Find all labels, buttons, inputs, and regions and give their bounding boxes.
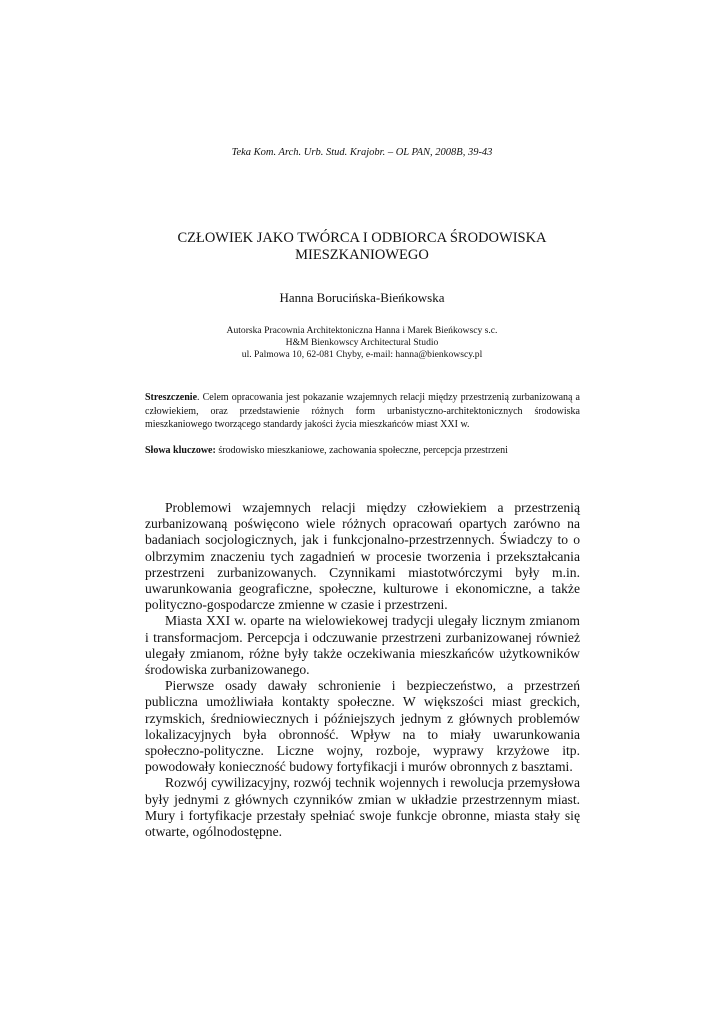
journal-citation: Teka Kom. Arch. Urb. Stud. Krajobr. – OL PAN, 2008B, 39-43 bbox=[231, 147, 493, 158]
title-line-2: MIESZKANIOWEGO bbox=[295, 247, 429, 263]
affiliation-line: H&M Bienkowscy Architectural Studio bbox=[285, 337, 439, 348]
body-paragraph: Rozwój cywilizacyjny, rozwój technik wojennych i rewolucja przemysłowa były jednymi z głównych czynników zmian w układzie przestrzennym miast. Mury i fortyfikacje przestały spełniać swoje funkcje obronne, miasta stały się otwarte, ogólnodostępne. bbox=[145, 775, 580, 840]
author-affiliation bbox=[0, 325, 724, 361]
keywords-text: środowisko mieszkaniowe, zachowania społeczne, percepcja przestrzeni bbox=[215, 445, 508, 456]
author-name: Hanna Borucińska-Bieńkowska bbox=[279, 290, 445, 305]
body-paragraph: Miasta XXI w. oparte na wielowiekowej tradycji ulegały licznym zmianom i transformacjom. Percepcja i odczuwanie przestrzeni zurbanizowanej również ulegały zmianom, różne były także oczekiwania mieszkańców użytkowników środowiska zurbanizowanego. bbox=[145, 613, 580, 678]
abstract-text: . Celem opracowania jest pokazanie wzajemnych relacji między przestrzenią zurbanizowaną a człowiekiem, oraz przedstawienie różnych form urbanistyczno-architektonicznych środowiska mieszkaniowego tworzącego standardy jakości życia mieszkańców miast XXI w. bbox=[145, 392, 580, 430]
keywords-label: Słowa kluczowe: bbox=[145, 445, 216, 456]
abstract bbox=[145, 391, 580, 432]
body-paragraph: Pierwsze osady dawały schronienie i bezpieczeństwo, a przestrzeń publiczna umożliwiała kontakty społeczne. W większości miast greckich, rzymskich, średniowiecznych i późniejszych jednym z głównych problemów lokalizacyjnych była obronność. Wpływ na to miały uwarunkowania społeczno-polityczne. Liczne wojny, rozboje, wyprawy krzyżowe itp. powodowały konieczność budowy fortyfikacji i murów obronnych z basztami. bbox=[145, 678, 580, 775]
abstract-label: Streszczenie bbox=[145, 392, 198, 403]
paper-title bbox=[100, 230, 624, 264]
keywords bbox=[145, 444, 580, 458]
title-line-1: CZŁOWIEK JAKO TWÓRCA I ODBIORCA ŚRODOWISKA bbox=[177, 230, 547, 246]
body-text bbox=[145, 500, 580, 840]
affiliation-line: Autorska Pracownia Architektoniczna Hanna i Marek Bieńkowscy s.c. bbox=[226, 325, 498, 336]
affiliation-line: ul. Palmowa 10, 62-081 Chyby, e-mail: hanna@bienkowscy.pl bbox=[241, 349, 483, 360]
body-paragraph: Problemowi wzajemnych relacji między człowiekiem a przestrzenią zurbanizowaną poświęcono wiele różnych opracowań opartych zarówno na badaniach socjologicznych, jak i funkcjonalno-przestrzennych. Świadczy to o olbrzymim znaczeniu tych zagadnień w procesie tworzenia i przekształcania przestrzeni zurbanizowanych. Czynnikami miastotwórczymi były m.in. uwarunkowania geograficzne, społeczne, kulturowe i ekonomiczne, a także polityczno-gospodarcze zmienne w czasie i przestrzeni. bbox=[145, 500, 580, 613]
